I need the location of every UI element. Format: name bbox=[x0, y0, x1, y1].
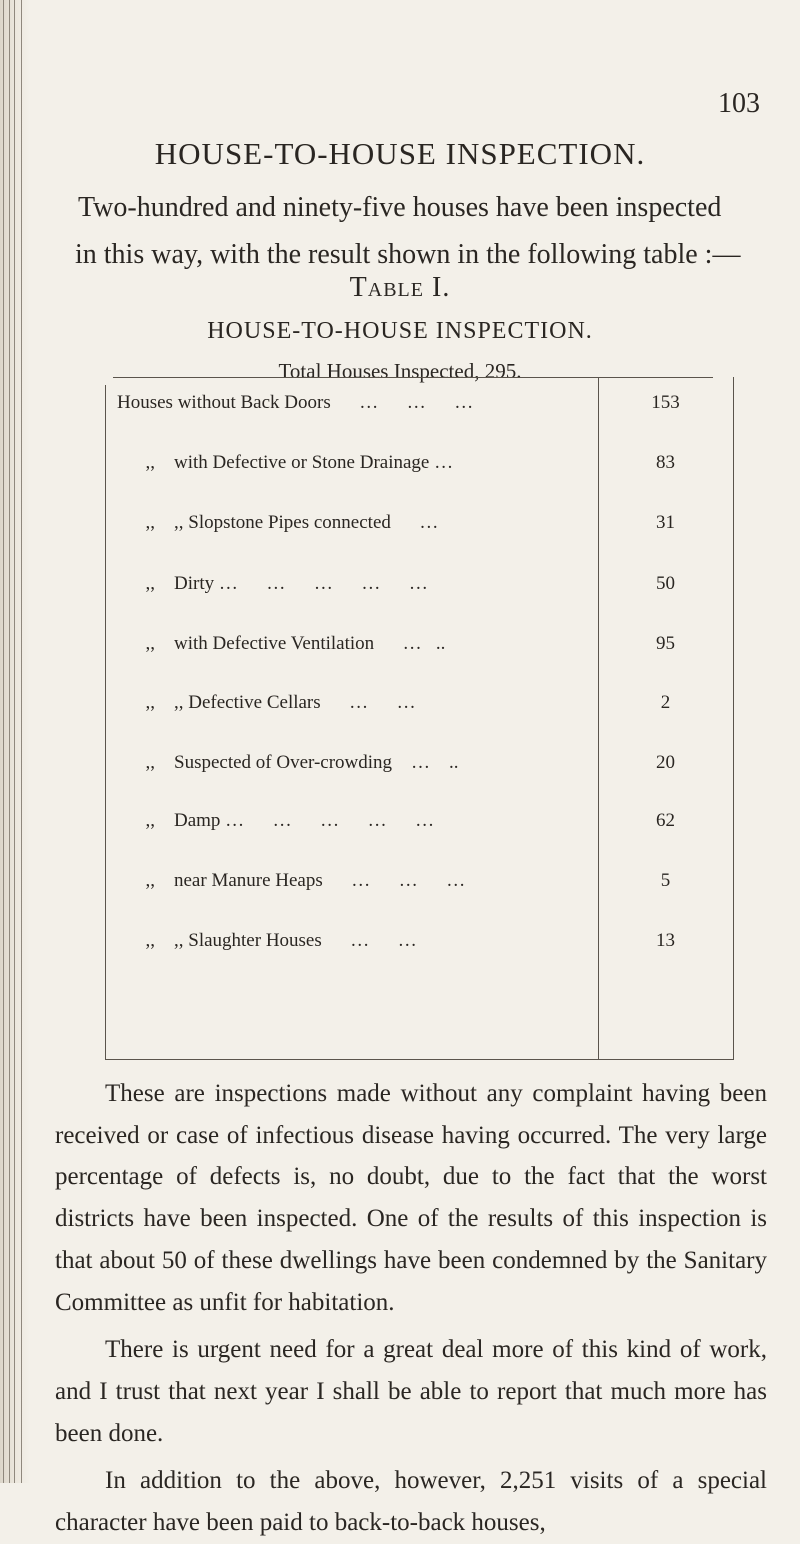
table-row bbox=[105, 512, 733, 542]
page-title: HOUSE-TO-HOUSE INSPECTION. bbox=[154, 136, 646, 171]
row-label: ,, ,, Slaughter Houses … … bbox=[117, 930, 417, 951]
row-value: 62 bbox=[656, 810, 675, 831]
row-label: Houses without Back Doors … … … bbox=[117, 392, 474, 413]
row-value: 153 bbox=[651, 392, 680, 413]
row-label: ,, with Defective or Stone Drainage … bbox=[117, 452, 454, 473]
paragraph: There is urgent need for a great deal more of this kind of work, and I trust that next year I shall be able to report that much more has been done. bbox=[55, 1336, 767, 1447]
table-row bbox=[105, 573, 733, 603]
row-label: ,, Dirty … … … … … bbox=[117, 573, 428, 594]
intro-paragraph bbox=[75, 184, 765, 278]
paragraph: In addition to the above, however, 2,251 visits of a special character have been paid to back-to-back houses, bbox=[55, 1467, 767, 1537]
binding-gutter bbox=[0, 0, 30, 1483]
row-value: 95 bbox=[656, 633, 675, 654]
row-value: 20 bbox=[656, 752, 675, 773]
row-label: ,, Suspected of Over-crowding … .. bbox=[117, 752, 459, 773]
table-row bbox=[105, 752, 733, 782]
page-number: 103 bbox=[718, 88, 760, 119]
row-label: ,, near Manure Heaps … … … bbox=[117, 870, 466, 891]
row-value: 83 bbox=[656, 452, 675, 473]
row-value: 5 bbox=[660, 870, 671, 891]
row-label: ,, ,, Slopstone Pipes connected … bbox=[117, 512, 439, 533]
paragraph: These are inspections made without any complaint having been received or case of infectious disease having occurred. The very large percentage of defects is, no doubt, due to the fact that the worst districts have been inspected. One of the results of this inspection is that about 50 of these dwellings have been condemned by the Sanitary Committee as unfit for habitation. bbox=[55, 1080, 767, 1316]
table-row bbox=[105, 810, 733, 840]
table-row bbox=[105, 633, 733, 663]
table-row bbox=[105, 930, 733, 960]
table-subtitle: Total Houses Inspected, 295. bbox=[278, 359, 522, 383]
table-row bbox=[105, 870, 733, 900]
intro-line: in this way, with the result shown in the following table :— bbox=[75, 239, 741, 270]
row-value: 2 bbox=[660, 692, 671, 713]
intro-line: Two-hundred and ninety-five houses have been inspected bbox=[78, 192, 722, 223]
row-label: ,, with Defective Ventilation … .. bbox=[117, 633, 446, 654]
table-row bbox=[105, 392, 733, 422]
table-row bbox=[105, 452, 733, 482]
row-value: 31 bbox=[656, 512, 675, 533]
table-caption: Table I. bbox=[349, 272, 451, 303]
inspection-table bbox=[105, 377, 733, 1060]
row-label: ,, Damp … … … … … bbox=[117, 810, 435, 831]
row-label: ,, ,, Defective Cellars … … bbox=[117, 692, 416, 713]
body-text bbox=[55, 1073, 767, 1544]
row-value: 50 bbox=[656, 573, 675, 594]
row-value: 13 bbox=[656, 930, 675, 951]
table-row bbox=[105, 692, 733, 722]
table-title: HOUSE-TO-HOUSE INSPECTION. bbox=[207, 318, 593, 344]
